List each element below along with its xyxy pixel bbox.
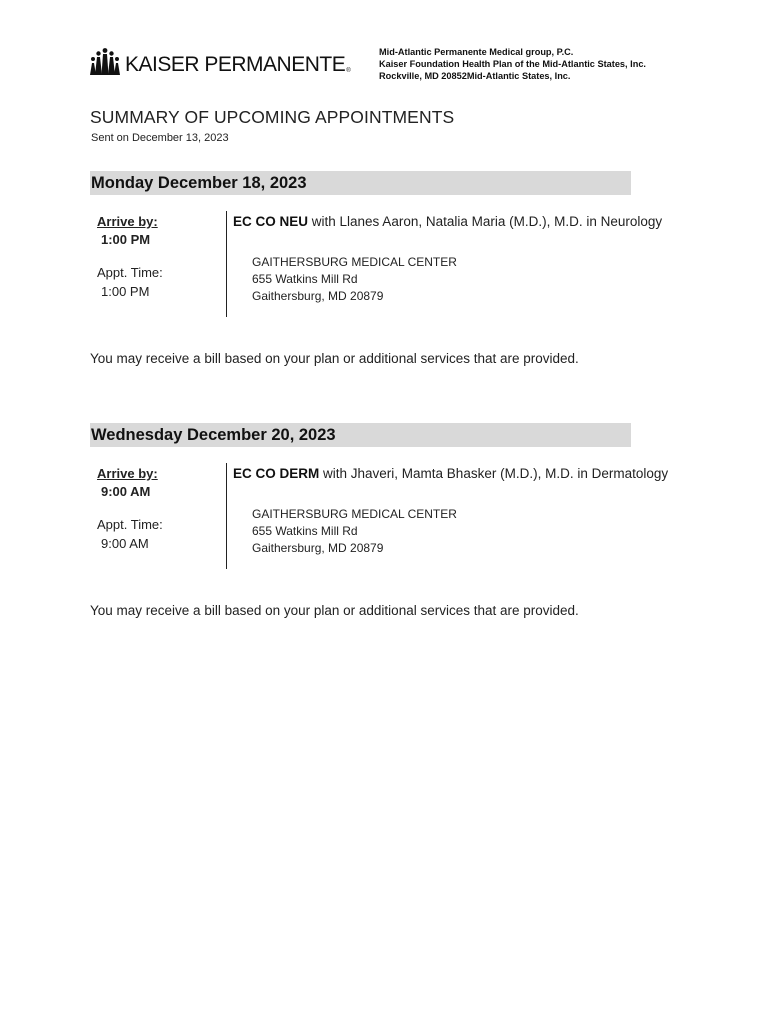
facility-address: [252, 506, 693, 557]
appointment-times: [97, 465, 227, 553]
arrive-by-time: 1:00 PM: [101, 232, 151, 247]
kaiser-logo: [90, 46, 351, 76]
sent-date: Sent on December 13, 2023: [91, 132, 229, 144]
appointment-block: [90, 171, 663, 321]
provider-text: with Llanes Aaron, Natalia Maria (M.D.), M.D. in Neurology: [308, 214, 663, 229]
appt-time-value: 1:00 PM: [101, 284, 150, 299]
facility-street: 655 Watkins Mill Rd: [252, 272, 358, 286]
appt-time-value: 9:00 AM: [101, 536, 149, 551]
organization-address: [379, 46, 646, 82]
facility-city: Gaithersburg, MD 20879: [252, 289, 384, 303]
department-code: EC CO NEU: [233, 214, 309, 229]
bill-notice: You may receive a bill based on your plan or additional services that are provided.: [90, 351, 579, 366]
appointment-day-header: Wednesday December 20, 2023: [90, 423, 631, 447]
arrive-by-label: Arrive by:: [97, 466, 158, 481]
logo-registered-mark: ®: [346, 68, 351, 74]
appt-time-label: Appt. Time:: [97, 265, 163, 280]
kaiser-people-logo-icon: [90, 46, 120, 76]
department-code: EC CO DERM: [233, 466, 320, 481]
visit-description: [233, 212, 693, 232]
arrive-by-label: Arrive by:: [97, 214, 158, 229]
arrive-by-time: 9:00 AM: [101, 484, 151, 499]
appointment-block: [90, 423, 669, 573]
appointment-details: [233, 464, 693, 557]
appointment-times: [97, 213, 227, 301]
visit-description: [233, 464, 693, 484]
appointment-day-header: Monday December 18, 2023: [90, 171, 631, 195]
vertical-divider: [226, 211, 227, 317]
org-line: Kaiser Foundation Health Plan of the Mid-Atlantic States, Inc.: [379, 59, 646, 69]
facility-name: GAITHERSBURG MEDICAL CENTER: [252, 507, 457, 521]
appointment-details: [233, 212, 693, 305]
org-line: Mid-Atlantic Permanente Medical group, P.C.: [379, 47, 574, 57]
facility-address: [252, 254, 693, 305]
provider-text: with Jhaveri, Mamta Bhasker (M.D.), M.D. in Dermatology: [319, 466, 669, 481]
facility-city: Gaithersburg, MD 20879: [252, 541, 384, 555]
facility-name: GAITHERSBURG MEDICAL CENTER: [252, 255, 457, 269]
org-line: Rockville, MD 20852Mid-Atlantic States, Inc.: [379, 71, 571, 81]
page-title: SUMMARY OF UPCOMING APPOINTMENTS: [90, 107, 455, 127]
facility-street: 655 Watkins Mill Rd: [252, 524, 358, 538]
appt-time-label: Appt. Time:: [97, 517, 163, 532]
bill-notice: You may receive a bill based on your plan or additional services that are provided.: [90, 603, 579, 618]
vertical-divider: [226, 463, 227, 569]
logo-wordmark: KAISER PERMANENTE: [125, 53, 346, 76]
